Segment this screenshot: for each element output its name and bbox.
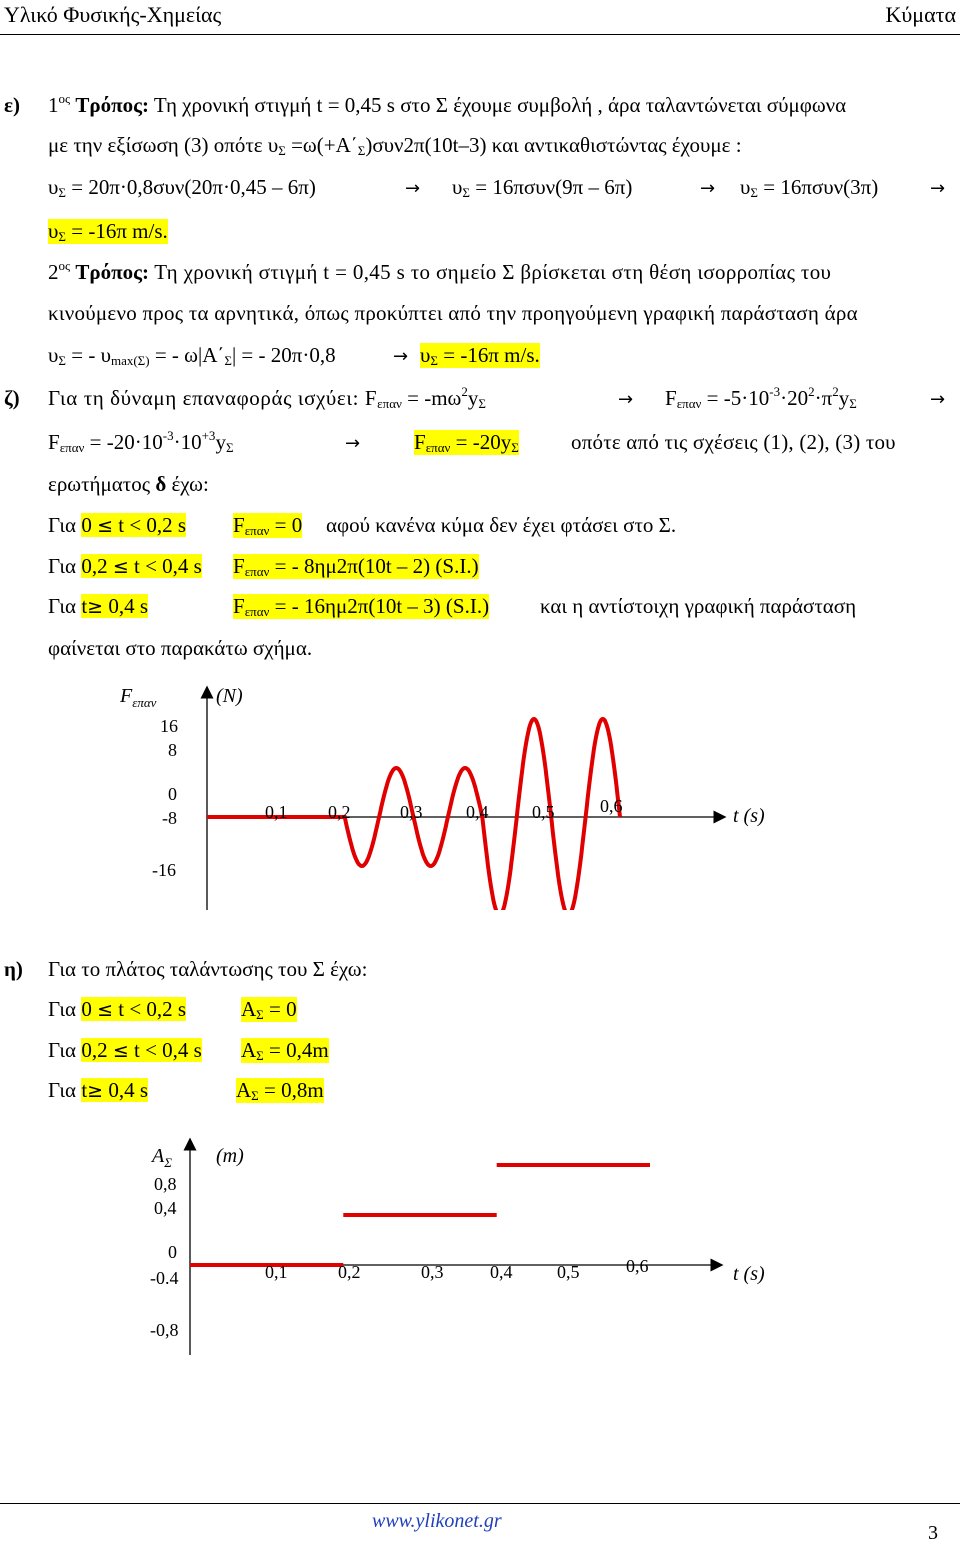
sec-e-method2-line3: $\upsilon_\Sigma$ = - $\upsilon_{max(\Sigma)}$ = - $\omega|A΄_\Sigma|$ = - 20π·0,8 [48,343,336,368]
sec-z-line2a: $F_{\varepsilon\pi\alpha\nu} = -20\cdot 10^{-3}\cdot 10^{+3}y_\Sigma$ [48,428,234,455]
amp-x-label: t (s) [733,1263,765,1285]
sec-e-line3c: $\upsilon_\Sigma = 16\pi\sigma\upsilon\nu(3\pi)$ [740,175,879,200]
arrow-icon: → [930,389,946,410]
case-1: Για 0 ≤ t < 0,2 s [48,513,187,537]
amp-case-3-val: $A_\Sigma = 0,8m$ [236,1078,324,1103]
arrow-icon: → [345,433,361,454]
force-xtick-03: 0,3 [400,802,423,822]
force-ytick-m16: -16 [152,860,176,880]
sec-e-line1 [48,93,846,118]
amp-case-1-val: $A_\Sigma = 0$ [241,997,297,1022]
case-2-force: $F_{\varepsilon\pi\alpha\nu}$ = - 8ημ2π(10t – 2) (S.I.) [233,554,479,579]
amp-xtick-04: 0,4 [490,1262,513,1282]
amp-ytick-m08: -0,8 [150,1320,179,1340]
amplitude-chart-svg [0,1130,960,1370]
amp-y-label: $A_\Sigma$ [152,1145,172,1170]
sec-e-line2: με την εξίσωση (3) οπότε $\upsilon_\Sigma =\omega(+A΄_\Sigma)\sigma\upsilon\nu 2\pi(10t-3)$ και αντικαθιστώντας έχουμε : [48,133,742,158]
amp-xtick-06: 0,6 [626,1256,649,1276]
case-2: Για 0,2 ≤ t < 0,4 s [48,554,202,578]
header-left: Υλικό Φυσικής-Χημείας [4,2,222,27]
amplitude-chart [0,1130,960,1370]
amp-xtick-02: 0,2 [338,1262,361,1282]
case-1-force: $F_{\varepsilon\pi\alpha\nu} = 0$ [233,513,303,538]
sec-z-result: $F_{\varepsilon\pi\alpha\nu} = -20y_\Sigma$ [414,430,519,455]
method-title: Τρόπος: [75,93,150,117]
arrow-icon: → [700,178,716,199]
sec-e-method2-line1: $2^{o\varsigma}$ Τρόπος: Τη χρονική στιγμή t = 0,45 s το σημείο Σ βρίσκεται στη θέση ισορροπίας του [48,258,832,284]
amp-xtick-03: 0,3 [421,1262,444,1282]
section-z-label: ζ) [4,386,20,410]
force-xtick-05: 0,5 [532,802,555,822]
amp-ytick-04: 0,4 [154,1198,177,1218]
section-e-label: ε) [4,93,20,117]
amp-ytick-08: 0,8 [154,1174,177,1194]
page-number: 3 [928,1522,938,1544]
sec-z-line1b: $F_{\varepsilon\pi\alpha\nu} = -5\cdot 10^{-3}\cdot 20^2\cdot\pi^2y_\Sigma$ [665,384,857,411]
force-xtick-04: 0,4 [466,802,489,822]
amp-case-1: Για 0 ≤ t < 0,2 s [48,997,187,1021]
case-3-note: και η αντίστοιχη γραφική παράσταση [540,594,857,618]
force-ytick-m8: -8 [162,808,177,828]
method-sup: ος [58,91,71,106]
force-y-label: $F_{\varepsilon\pi\alpha\nu}$ [120,685,157,710]
footer-site-link[interactable]: www.ylikonet.gr [372,1510,502,1532]
force-unit: (N) [216,685,243,707]
amp-case-2: Για 0,2 ≤ t < 0,4 s [48,1038,202,1062]
amp-xtick-01: 0,1 [265,1262,288,1282]
case-1-note: αφού κανένα κύμα δεν έχει φτάσει στο Σ. [326,513,677,537]
header-right: Κύματα [885,2,956,27]
sec-e-method2-line2: κινούμενο προς τα αρνητικά, όπως προκύπτει από την προηγούμενη γραφική παράσταση άρα [48,301,858,325]
sec-z-line3: ερωτήματος δ έχω: [48,472,209,496]
case-3: Για t≥ 0,4 s [48,594,149,618]
force-x-label: t (s) [733,805,765,827]
footer-rule [0,1503,960,1504]
amp-case-3: Για t≥ 0,4 s [48,1078,149,1102]
sec-e-result2: $\upsilon_\Sigma = -16\pi$ m/s. [420,343,540,368]
case-3-force: $F_{\varepsilon\pi\alpha\nu}$ = - 16ημ2π(10t – 3) (S.I.) [233,594,490,619]
force-chart-svg [0,670,960,910]
header-rule [0,34,960,35]
force-xtick-06: 0,6 [600,796,623,816]
section-h-label: η) [4,957,23,981]
sec-z-line1a: Για τη δύναμη επαναφοράς ισχύει: $F_{\varepsilon\pi\alpha\nu} = -m\omega^2y_\Sigma$ [48,384,486,411]
method-number: 1 [48,93,59,117]
sec-z-line2c: οπότε από τις σχέσεις (1), (2), (3) του [571,430,896,454]
sec-z-last-line: φαίνεται στο παρακάτω σχήμα. [48,636,313,660]
sec-h-intro: Για το πλάτος ταλάντωσης του Σ έχω: [48,957,368,981]
force-ytick-8: 8 [168,740,177,760]
arrow-icon: → [618,389,634,410]
method-text: Τη χρονική στιγμή t = 0,45 s στο Σ έχουμε συμβολή , άρα ταλαντώνεται σύμφωνα [153,93,847,117]
sec-e-result1: $\upsilon_\Sigma = -16\pi$ m/s. [48,219,168,244]
amp-unit: (m) [216,1145,244,1167]
arrow-icon: → [405,178,421,199]
arrow-icon: → [393,346,409,367]
sec-e-line3b: $\upsilon_\Sigma = 16\pi\sigma\upsilon\nu(9\pi - 6\pi)$ [452,175,633,200]
amp-xtick-05: 0,5 [557,1262,580,1282]
arrow-icon: → [930,178,946,199]
force-chart [0,670,960,910]
amp-ytick-0: 0 [168,1242,177,1262]
sec-e-line3a: $\upsilon_\Sigma = 20\pi\cdot 0,8\sigma\upsilon\nu(20\pi\cdot 0,45 - 6\pi)$ [48,175,316,200]
amp-case-2-val: $A_\Sigma = 0,4m$ [241,1038,329,1063]
force-ytick-0: 0 [168,784,177,804]
amp-ytick-m04: -0.4 [150,1268,179,1288]
force-ytick-16: 16 [160,716,178,736]
force-xtick-02: 0,2 [328,802,351,822]
force-xtick-01: 0,1 [265,802,288,822]
